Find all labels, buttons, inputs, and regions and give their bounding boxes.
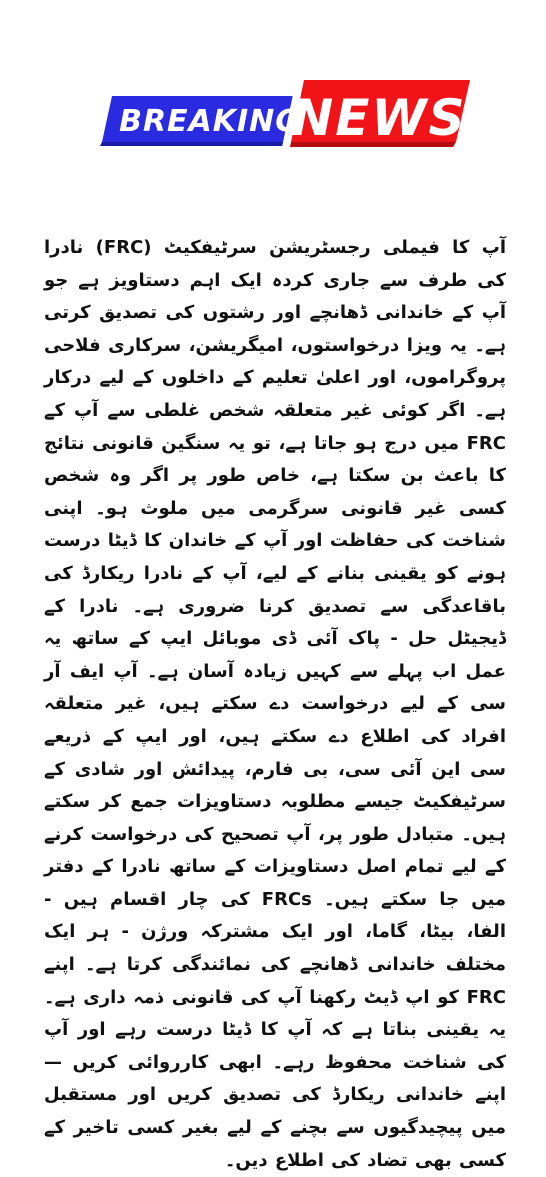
breaking-news-banner [0, 0, 546, 200]
breaking-news-graphic [0, 0, 546, 200]
banner-word-breaking: BREAKING [119, 104, 301, 139]
article-body: آپ کا فیملی رجسٹریشن سرٹیفکیٹ (FRC) نادرا کی طرف سے جاری کردہ ایک اہم دستاویز ہے جو آپ کے خاندانی ڈھانچے اور رشتوں کی تصدیق کرتی ہے۔ یہ ویزا درخواستوں، امیگریشن، سرکاری فلاحی پروگراموں، اور اعلیٰ تعلیم کے داخلوں کے لیے درکار ہے۔ اگر کوئی غیر متعلقہ شخص غلطی سے آپ کے FRC میں درج ہو جاتا ہے، تو یہ سنگین قانونی نتائج کا باعث بن سکتا ہے، خاص طور پر اگر وہ شخص کسی غیر قانونی سرگرمی میں ملوث ہو۔ اپنی شناخت کی حفاظت اور آپ کے خاندان کا ڈیٹا درست ہونے کو یقینی بنانے کے لیے، آپ کے نادرا ریکارڈ کی باقاعدگی سے تصدیق کرنا ضروری ہے۔ نادرا کے ڈیجیٹل حل - پاک آئی ڈی موبائل ایپ کے ساتھ یہ عمل اب پہلے سے کہیں زیادہ آسان ہے۔ آپ ایف آر سی کے لیے درخواست دے سکتے ہیں، غیر متعلقہ افراد کی اطلاع دے سکتے ہیں، اور ایپ کے ذریعے سی این آئی سی، بی فارم، پیدائش اور شادی کے سرٹیفکیٹ جیسے مطلوبہ دستاویزات جمع کر سکتے ہیں۔ متبادل طور پر، آپ تصحیح کی درخواست کرنے کے لیے تمام اصل دستاویزات کے ساتھ نادرا کے دفتر میں جا سکتے ہیں۔ FRCs کی چار اقسام ہیں - الفا، بیٹا، گاما، اور ایک مشترکہ ورژن - ہر ایک مختلف خاندانی ڈھانچے کی نمائندگی کرتا ہے۔ اپنے FRC کو اپ ڈیٹ رکھنا آپ کی قانونی ذمہ داری ہے۔ یہ یقینی بناتا ہے کہ آپ کا ڈیٹا درست رہے اور آپ کی شناخت محفوظ رہے۔ ابھی کارروائی کریں — اپنے خاندانی ریکارڈ کی تصدیق کریں اور مستقبل میں پیچیدگیوں سے بچنے کے لیے بغیر کسی تاخیر کے کسی بھی تضاد کی اطلاع دیں۔ [44, 237, 506, 1171]
banner-blue-band-shadow [100, 142, 310, 146]
banner-word-news: NEWS [291, 89, 467, 147]
